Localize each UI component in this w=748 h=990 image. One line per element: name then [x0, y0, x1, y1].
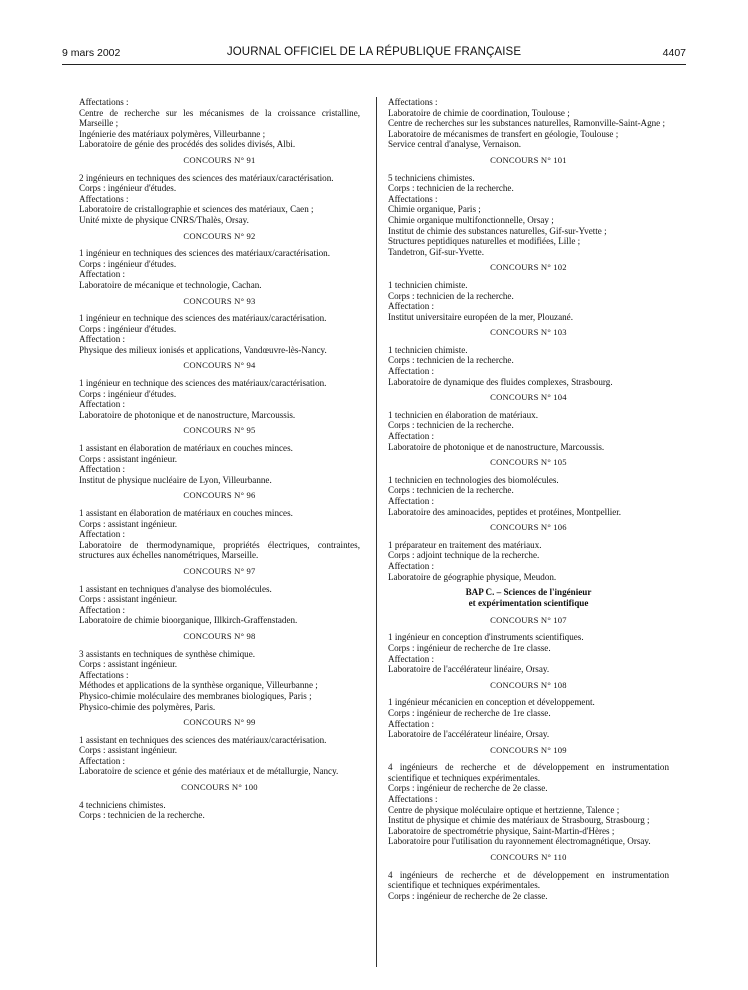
paragraph: Centre de recherche sur les mécanismes de la croissance cristalline, Marseille ;: [79, 107, 360, 129]
paragraph: Laboratoire de photonique et de nanostructure, Marcoussis.: [79, 409, 296, 420]
paragraph: Corps : adjoint technique de la recherche.: [388, 550, 540, 561]
paragraph: Affectations :: [79, 669, 129, 680]
paragraph: 1 préparateur en traitement des matériaux.: [388, 539, 542, 550]
paragraph: Laboratoire de science et génie des matériaux et de métallurgie, Nancy.: [79, 766, 339, 777]
paragraph: Corps : ingénieur d'études.: [79, 323, 177, 334]
paragraph: Institut de chimie des substances naturelles, Gif-sur-Yvette ;: [388, 225, 607, 236]
concours-heading: CONCOURS N° 99: [183, 717, 256, 728]
concours-heading: CONCOURS N° 92: [183, 230, 256, 241]
paragraph: Corps : ingénieur d'études.: [79, 183, 177, 194]
concours-heading: CONCOURS N° 103: [490, 327, 567, 338]
paragraph: Institut de physique nucléaire de Lyon, Villeurbanne.: [79, 474, 272, 485]
paragraph: Affectation :: [388, 301, 435, 312]
paragraph: Affectation :: [388, 560, 435, 571]
concours-heading: CONCOURS N° 101: [490, 154, 567, 165]
concours-heading: CONCOURS N° 95: [183, 425, 256, 436]
right-column: [388, 97, 669, 901]
paragraph: 1 assistant en élaboration de matériaux en couches minces.: [79, 508, 293, 518]
paragraph: Corps : assistant ingénieur.: [79, 594, 178, 605]
paragraph: Corps : assistant ingénieur.: [79, 453, 178, 464]
paragraph: 2 ingénieurs en techniques des sciences des matériaux/caractérisation.: [79, 172, 334, 183]
paragraph: 1 ingénieur en techniques des sciences des matériaux/caractérisation.: [79, 248, 330, 259]
paragraph: 1 assistant en techniques des sciences des matériaux/caractérisation.: [79, 734, 327, 745]
paragraph: Laboratoire de dynamique des fluides complexes, Strasbourg.: [388, 376, 613, 387]
concours-heading: CONCOURS N° 102: [490, 262, 567, 273]
paragraph: 1 ingénieur en conception d'instruments scientifiques.: [388, 632, 584, 643]
paragraph: Physico-chimie moléculaire des membranes biologiques, Paris ;: [79, 690, 312, 701]
paragraph: Corps : ingénieur de recherche de 1re classe.: [388, 642, 551, 653]
concours-heading: CONCOURS N° 104: [490, 392, 567, 403]
paragraph: Tandetron, Gif-sur-Yvette.: [388, 246, 484, 257]
paragraph: Affectation :: [79, 755, 126, 766]
paragraph: 4 techniciens chimistes.: [79, 799, 166, 810]
paragraph: Institut universitaire européen de la mer, Plouzané.: [388, 311, 573, 322]
paragraph: Laboratoire pour l'utilisation du rayonnement électromagnétique, Orsay.: [388, 836, 651, 847]
paragraph: Laboratoire des aminoacides, peptides et protéines, Montpellier.: [388, 506, 622, 517]
concours-heading: CONCOURS N° 100: [181, 782, 258, 793]
header-rule: [62, 64, 686, 65]
paragraph: Unité mixte de physique CNRS/Thalès, Orsay.: [79, 214, 249, 225]
concours-heading: CONCOURS N° 108: [490, 679, 567, 690]
paragraph: Laboratoire de mécanismes de transfert en géologie, Toulouse ;: [388, 128, 619, 139]
paragraph: Affectations :: [388, 794, 438, 805]
paragraph: Corps : ingénieur de recherche de 2e classe.: [388, 783, 548, 794]
paragraph: Corps : ingénieur de recherche de 1re classe.: [388, 707, 551, 718]
paragraph: Laboratoire de l'accélérateur linéaire, Orsay.: [388, 664, 550, 675]
paragraph: 1 technicien chimiste.: [388, 344, 468, 355]
paragraph: Physico-chimie des polymères, Paris.: [79, 701, 216, 712]
paragraph: 1 technicien en technologies des biomolécules.: [388, 474, 559, 485]
paragraph: Chimie organique, Paris ;: [388, 204, 481, 215]
header-date: 9 mars 2002: [62, 47, 121, 59]
concours-heading: CONCOURS N° 109: [490, 744, 567, 755]
paragraph: Service central d'analyse, Vernaison.: [388, 139, 522, 150]
concours-heading: CONCOURS N° 106: [490, 522, 567, 533]
paragraph: Affectation :: [388, 653, 435, 664]
paragraph: Laboratoire de spectrométrie physique, Saint-Martin-d'Hères ;: [388, 825, 615, 836]
concours-heading: CONCOURS N° 107: [490, 614, 567, 625]
paragraph: Corps : ingénieur de recherche de 2e classe.: [388, 890, 548, 901]
paragraph: Affectation :: [388, 718, 435, 729]
paragraph: Affectation :: [79, 269, 126, 280]
concours-heading: CONCOURS N° 91: [183, 154, 256, 165]
concours-heading: CONCOURS N° 105: [490, 457, 567, 468]
paragraph: Corps : ingénieur d'études.: [79, 258, 177, 269]
paragraph: Corps : assistant ingénieur.: [79, 745, 178, 756]
paragraph: Laboratoire de chimie de coordination, Toulouse ;: [388, 107, 570, 118]
concours-heading: CONCOURS N° 94: [183, 360, 256, 371]
concours-heading: CONCOURS N° 97: [183, 565, 256, 576]
paragraph: Affectation :: [388, 431, 435, 442]
paragraph: 3 assistants en techniques de synthèse chimique.: [79, 648, 256, 659]
paragraph: Affectation :: [388, 366, 435, 377]
paragraph: Corps : technicien de la recherche.: [388, 355, 514, 366]
paragraph: Corps : technicien de la recherche.: [388, 420, 514, 431]
paragraph: Affectations :: [388, 193, 438, 204]
paragraph: Corps : ingénieur d'études.: [79, 388, 177, 399]
paragraph: 1 assistant en techniques d'analyse des biomolécules.: [79, 583, 272, 594]
paragraph: 1 technicien en élaboration de matériaux.: [388, 409, 538, 420]
paragraph: 4 ingénieurs de recherche et de développement en instrumentation scientifique et techniques expérimentales.: [388, 869, 669, 891]
paragraph: Chimie organique multifonctionnelle, Orsay ;: [388, 214, 554, 225]
paragraph: Affectation :: [79, 464, 126, 475]
paragraph: Affectation :: [79, 334, 126, 345]
journal-title: JOURNAL OFFICIEL DE LA RÉPUBLIQUE FRANÇAISE: [226, 46, 522, 58]
paragraph: Laboratoire de photonique et de nanostructure, Marcoussis.: [388, 441, 605, 452]
column-divider: [376, 97, 377, 967]
paragraph: Ingénierie des matériaux polymères, Villeurbanne ;: [79, 128, 266, 139]
paragraph: Laboratoire de cristallographie et sciences des matériaux, Caen ;: [79, 204, 314, 215]
paragraph: Institut de physique et chimie des matériaux de Strasbourg, Strasbourg ;: [388, 815, 650, 826]
paragraph: 1 technicien chimiste.: [388, 279, 468, 290]
paragraph: Laboratoire de l'accélérateur linéaire, Orsay.: [388, 729, 550, 740]
paragraph: Affectation :: [79, 399, 126, 410]
paragraph: Méthodes et applications de la synthèse organique, Villeurbanne ;: [79, 680, 318, 691]
paragraph: 1 ingénieur en technique des sciences des matériaux/caractérisation.: [79, 378, 327, 389]
paragraph: Affectations :: [79, 193, 129, 204]
paragraph: 1 ingénieur mécanicien en conception et développement.: [388, 697, 595, 708]
paragraph: 5 techniciens chimistes.: [388, 172, 475, 183]
concours-heading: CONCOURS N° 98: [183, 630, 256, 641]
paragraph: Corps : technicien de la recherche.: [388, 183, 514, 194]
paragraph: Affectations :: [79, 97, 129, 107]
left-column: [79, 97, 360, 821]
paragraph: Corps : technicien de la recherche.: [388, 290, 514, 301]
paragraph: Laboratoire de thermodynamique, propriétés électriques, contraintes, structures aux échelles nanométriques, Marseille.: [79, 539, 360, 561]
paragraph: Corps : technicien de la recherche.: [388, 485, 514, 496]
page-header: [0, 47, 748, 63]
paragraph: 1 ingénieur en technique des sciences des matériaux/caractérisation.: [79, 313, 327, 324]
concours-heading: CONCOURS N° 110: [490, 852, 567, 863]
paragraph: Affectations :: [388, 97, 438, 107]
concours-heading: CONCOURS N° 96: [183, 490, 256, 501]
paragraph: Affectation :: [79, 529, 126, 540]
section-heading: BAP C. – Sciences de l'ingénieur et expérimentation scientifique: [465, 587, 592, 608]
paragraph: Laboratoire de chimie bioorganique, Illkirch-Graffenstaden.: [79, 615, 298, 626]
paragraph: Laboratoire de mécanique et technologie, Cachan.: [79, 279, 262, 290]
paragraph: Affectation :: [79, 604, 126, 615]
paragraph: Affectation :: [388, 496, 435, 506]
paragraph: Centre de recherches sur les substances naturelles, Ramonville-Saint-Agne ;: [388, 118, 666, 129]
paragraph: Laboratoire de génie des procédés des solides divisés, Albi.: [79, 139, 296, 150]
concours-heading: CONCOURS N° 93: [183, 295, 256, 306]
paragraph: 4 ingénieurs de recherche et de développement en instrumentation scientifique et techniques expérimentales.: [388, 762, 669, 783]
paragraph: 1 assistant en élaboration de matériaux en couches minces.: [79, 443, 293, 454]
paragraph: Laboratoire de géographie physique, Meudon.: [388, 571, 557, 582]
paragraph: Centre de physique moléculaire optique et hertzienne, Talence ;: [388, 804, 620, 815]
paragraph: Corps : technicien de la recherche.: [79, 810, 205, 821]
paragraph: Corps : assistant ingénieur.: [79, 518, 178, 529]
page-number: 4407: [662, 47, 686, 59]
paragraph: Structures peptidiques naturelles et modifiées, Lille ;: [388, 236, 581, 247]
paragraph: Physique des milieux ionisés et applications, Vandœuvre-lès-Nancy.: [79, 344, 327, 355]
paragraph: Corps : assistant ingénieur.: [79, 659, 178, 670]
